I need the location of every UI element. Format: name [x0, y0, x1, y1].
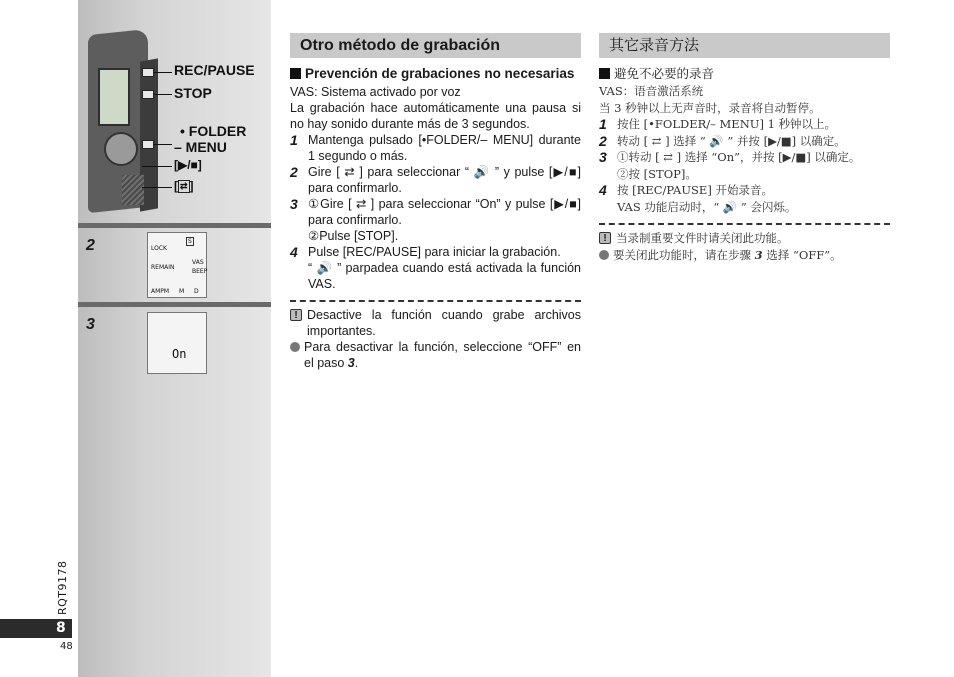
- step-item: ②按 [STOP]。: [617, 166, 697, 181]
- recorder-screen: [98, 68, 130, 126]
- caution-note: ! 当录制重要文件时请关闭此功能。: [599, 230, 890, 247]
- step-divider: [78, 302, 271, 307]
- chinese-column: [599, 33, 890, 263]
- callout-line: [142, 166, 172, 167]
- page-number-small: 48: [60, 641, 73, 652]
- step-item: 4 按 [REC/PAUSE] 开始录音。: [599, 182, 773, 198]
- menu-callout: – MENU: [174, 139, 227, 155]
- step-item: 1 Mantenga pulsado [•FOLDER/– MENU] durante 1 segundo o más.: [290, 132, 581, 163]
- step-item: 4 Pulse [REC/PAUSE] para iniciar la grabación.: [290, 244, 561, 260]
- callout-line: [142, 187, 172, 188]
- play-stop-callout: [▶/■]: [174, 158, 202, 172]
- subheading: Prevención de grabaciones no necesarias: [290, 65, 581, 83]
- step-item: ②Pulse [STOP].: [308, 229, 399, 243]
- caution-icon: !: [290, 309, 302, 321]
- callout-line: [154, 94, 172, 95]
- bullet-icon: [290, 342, 300, 352]
- step-item: 2 转动 [ ⇄ ] 选择 “ 🔊 ” 并按 [▶/■] 以确定。: [599, 132, 846, 149]
- vas-definition: VAS: Sistema activado por voz: [290, 85, 461, 99]
- vas-definition: VAS：语音激活系统: [599, 84, 704, 98]
- step-item: “ 🔊 ” parpadea cuando está activada la función VAS.: [308, 261, 581, 291]
- step-item: VAS 功能启动时，“ 🔊 ” 会闪烁。: [617, 199, 797, 214]
- rec-pause-callout: REC/PAUSE: [174, 62, 255, 78]
- step-item: 3 ①转动 [ ⇄ ] 选择 “On”，并按 [▶/■] 以确定。: [599, 149, 861, 165]
- dashed-separator: [290, 300, 581, 302]
- step-item: 2 Gire [ ⇄ ] para seleccionar “ 🔊 ” y pulse [▶/■] para confirmarlo.: [290, 164, 581, 195]
- rec-pause-button-illustration: [142, 68, 154, 77]
- page-number: 8: [56, 620, 66, 636]
- lcd-step-2: LOCK REMAIN AMPM M D S VAS BEEP: [147, 232, 207, 298]
- callout-line: [154, 72, 172, 73]
- speaker-grille: [122, 175, 144, 205]
- step-divider: [78, 223, 271, 228]
- caution-icon: !: [599, 232, 611, 244]
- dashed-separator: [599, 223, 890, 225]
- step-item: 1 按住 [•FOLDER/– MENU] 1 秒钟以上。: [599, 116, 837, 132]
- stop-callout: STOP: [174, 85, 212, 101]
- folder-menu-button-illustration: [142, 140, 154, 149]
- folder-callout: • FOLDER: [180, 123, 247, 139]
- step-item: 3 ①Gire [ ⇄ ] para seleccionar “On” y pulse [▶/■] para confirmarlo.: [290, 196, 581, 227]
- section-heading: Otro método de grabación: [290, 33, 581, 58]
- jog-callout: [ ⇄ ]: [174, 179, 194, 193]
- intro-text: 当 3 秒钟以上无声音时，录音将自动暂停。: [599, 100, 821, 115]
- subheading: 避免不必要的录音: [599, 65, 890, 83]
- info-note: 要关闭此功能时，请在步骤 3 选择 “OFF”。: [599, 247, 890, 264]
- model-code: RQT9178: [56, 560, 69, 615]
- bullet-icon: [599, 250, 609, 260]
- step-2-label: 2: [86, 237, 95, 254]
- info-note: Para desactivar la función, seleccione “OFF” en el paso 3.: [290, 339, 581, 371]
- section-heading: 其它录音方法: [599, 33, 890, 58]
- spanish-column: [290, 33, 581, 371]
- jog-dial-illustration: [104, 132, 138, 166]
- intro-text: La grabación hace automáticamente una pausa si no hay sonido durante más de 3 segundos.: [290, 101, 581, 131]
- step-3-label: 3: [86, 316, 95, 333]
- callout-line: [154, 144, 172, 145]
- caution-note: ! Desactive la función cuando grabe archivos importantes.: [290, 307, 581, 339]
- stop-button-illustration: [142, 90, 154, 99]
- lcd-step-3: On: [147, 312, 207, 374]
